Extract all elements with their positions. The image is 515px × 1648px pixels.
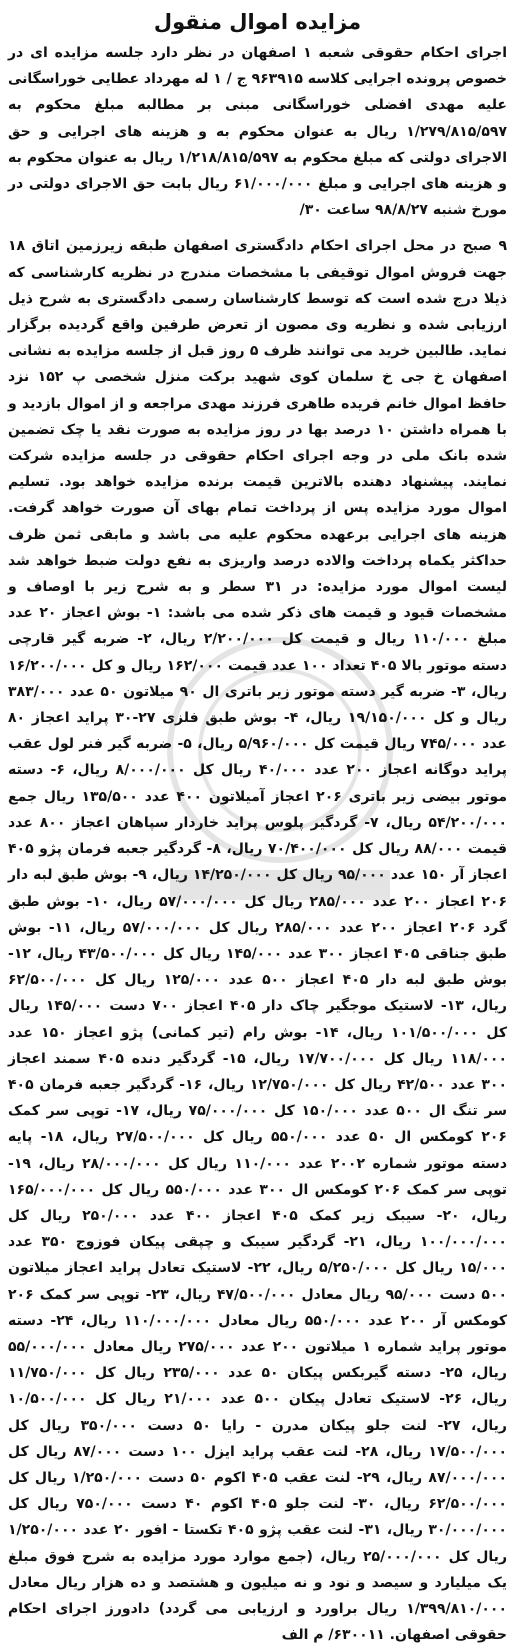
notice-paragraph-intro: اجرای احکام حقوقی شعبه ۱ اصفهان در نظر دارد جلسه مزایده ای در خصوص پرونده اجرایی کلاسه ۹۶۳۹۱۵ ج / ۱ له مهرداد عطایی خوراسگانی علیه مهدی افضلی خوراسگانی مبنی بر مطالبه مبلغ محکوم به ۱/۲۷۹/۸۱۵/۵۹۷ ریال به عنوان محکوم به و هزینه های اجرایی و حق الاجرای دولتی که مبلغ محکوم به ۱/۲۱۸/۸۱۵/۵۹۷ ریال به عنوان محکوم به و هزینه های اجرایی و مبلغ ۶۱/۰۰۰/۰۰۰ ریال بابت حق الاجرای دولتی در مورخ شنبه ۹۸/۸/۲۷ ساعت ۳۰/: [7, 45, 508, 219]
notice-paragraph-body: ۹ صبح در محل اجرای احکام دادگستری اصفهان طبقه زیرزمین اتاق ۱۸ جهت فروش اموال توقیفی با مشخصات مندرج در نظریه کارشناسی که ذیلا درج شده است که توسط کارشناسان رسمی دادگستری به شرح ذیل ارزیابی شده و نظریه وی مصون از تعرض طرفین واقع گردیده برگزار نماید. طالبین خرید می توانند ظرف ۵ روز قبل از جلسه مزایده به نشانی اصفهان خ جی خ سلمان کوی شهید برکت منزل شخصی پ ۱۵۲ نزد حافظ اموال خانم فریده طاهری فرزند مهدی مراجعه و از اموال بازدید و با همراه داشتن ۱۰ درصد بها در روز مزایده به صورت نقد یا چک تضمین شده بانک ملی در وجه اجرای احکام حقوقی در جلسه مزایده شرکت نمایند. پیشنهاد دهنده بالاترین قیمت برنده مزایده خواهد بود. تسلیم اموال مورد مزایده پس از پرداخت تمام بهای آن صورت خواهد گرفت. هزینه های اجرایی برعهده محکوم علیه می باشد و مابقی ثمن ظرف حداکثر یکماه پرداخت والاده درصد واریزی به نفع دولت ضبط خواهد شد لیست اموال مورد مزایده: در ۳۱ سطر و به شرح زیر با اوصاف و مشخصات قیود و قیمت های ذکر شده می باشد: ۱- بوش اعجاز ۲۰ عدد مبلغ ۱۱۰/۰۰۰ ریال و قیمت کل ۲/۲۰۰/۰۰۰ ریال، ۲- ضربه گیر قارچی دسته موتور بالا ۴۰۵ تعداد ۱۰۰ عدد قیمت ۱۶۲/۰۰۰ ریال و کل ۱۶/۲۰۰/۰۰۰ ریال، ۳- ضربه گیر دسته موتور زیر باتری ال ۹۰ میلاتون ۵۰ عدد ۳۸۳/۰۰۰ ریال و کل ۱۹/۱۵۰/۰۰۰ ریال، ۴- بوش طبق فلزی ۲۷-۳۰ پراید اعجاز ۸۰ عدد ۷۴۵/۰۰۰ ریال قیمت کل ۵/۹۶۰/۰۰۰ ریال، ۵- ضربه گیر فنر لول عقب پراید دوگانه اعجاز ۲۰۰ عدد ۴۰/۰۰۰ ریال کل ۸/۰۰۰/۰۰۰ ریال، ۶- دسته موتور بیضی زیر باتری ۲۰۶ اعجاز آمیلاتون ۴۰۰ عدد ۱۳۵/۵۰۰ ریال جمع ۵۴/۲۰۰/۰۰۰ ریال، ۷- گردگیر پلوس پراید خاردار سپاهان اعجاز ۸۰۰ عدد قیمت ۸۸/۰۰۰ ریال کل ۷۰/۴۰۰/۰۰۰ ریال، ۸- گردگیر جعبه فرمان پژو ۴۰۵ اعجاز آر ۱۵۰ عدد ۹۵/۰۰۰ ریال کل ۱۴/۲۵۰/۰۰۰ ریال، ۹- بوش طبق لبه دار ۲۰۶ اعجاز ۲۰۰ عدد ۲۸۵/۰۰۰ ریال کل ۵۷/۰۰۰/۰۰۰ ریال، ۱۰- بوش طبق گرد ۲۰۶ اعجاز ۲۰۰ عدد ۲۸۵/۰۰۰ ریال کل ۵۷/۰۰۰/۰۰۰ ریال، ۱۱- بوش طبق جناقی ۴۰۵ اعجاز ۳۰۰ عدد ۱۴۵/۰۰۰ ریال کل ۴۳/۵۰۰/۰۰۰ ریال، ۱۲- بوش طبق لبه دار ۴۰۵ اعجاز ۵۰۰ عدد ۱۲۵/۰۰۰ ریال کل ۶۲/۵۰۰/۰۰۰ ریال، ۱۳- لاستیک موجگیر چاک دار ۴۰۵ اعجاز ۷۰۰ دست ۱۴۵/۰۰۰ ریال کل ۱۰۱/۵۰۰/۰۰۰ ریال، ۱۴- بوش رام (تیر کمانی) پژو اعجاز ۱۵۰ عدد ۱۱۸/۰۰۰ ریال کل ۱۷/۷۰۰/۰۰۰ ریال، ۱۵- گردگیر دنده ۴۰۵ سمند اعجاز ۳۰۰ عدد ۴۲/۵۰۰ ریال کل ۱۲/۷۵۰/۰۰۰ ریال، ۱۶- گردگیر جعبه فرمان ۴۰۵ سر تنگ ال ۵۰۰ عدد ۱۵۰/۰۰۰ کل ۷۵/۰۰۰/۰۰۰ ریال، ۱۷- توپی سر کمک ۲۰۶ کومکس ال ۵۰ عدد ۵۵۰/۰۰۰ ریال کل ۲۷/۵۰۰/۰۰۰ ریال، ۱۸- پایه دسته موتور شماره ۲۰۰۲ عدد ۱۱۰/۰۰۰ ریال کل ۲۸/۰۰۰/۰۰۰ ریال، ۱۹- توپی سر کمک ۲۰۶ کومکس ال ۳۰۰ عدد ۵۵۰/۰۰۰ ریال کل ۱۶۵/۰۰۰/۰۰۰ ریال، ۲۰- سیبک زیر کمک ۴۰۵ اعجاز ۴۰۰ عدد ۲۵۰/۰۰۰ ریال کل ۱۰۰/۰۰۰/۰۰۰ ریال، ۲۱- گردگیر سیبک و چپقی پیکان فوزوج ۳۵۰ عدد ۱۵/۰۰۰ ریال کل ۵/۲۵۰/۰۰۰ ریال، ۲۲- لاستیک تعادل پراید اعجاز میلاتون ۵۰۰ دست ۹۵/۰۰۰ ریال معادل ۴۷/۵۰۰/۰۰۰ ریال، ۲۳- توپی سر کمک ۲۰۶ کومکس آر ۲۰۰ عدد ۵۵۰/۰۰۰ ریال معادل ۱۱۰/۰۰۰/۰۰۰ ریال، ۲۴- دسته موتور پراید شماره ۱ میلاتون ۲۰۰ عدد ۲۷۵/۰۰۰ ریال معادل ۵۵/۰۰۰/۰۰۰ ریال، ۲۵- دسته گیربکس پیکان ۵۰ عدد ۲۳۵/۰۰۰ ریال کل ۱۱/۷۵۰/۰۰۰ ریال، ۲۶- لاستیک تعادل پیکان ۵۰۰ عدد ۲۱/۰۰۰ ریال کل ۱۰/۵۰۰/۰۰۰ ریال، ۲۷- لنت جلو پیکان مدرن - رایا ۵۰ دست ۳۵۰/۰۰۰ ریال کل ۱۷/۵۰۰/۰۰۰ ریال، ۲۸- لنت عقب پراید ایزل ۱۰۰ دست ۸۷/۰۰۰ ریال کل ۸۷/۰۰۰/۰۰۰ ریال، ۲۹- لنت عقب ۴۰۵ اکوم ۵۰ دست ۱/۲۵۰/۰۰۰ ریال کل ۶۲/۵۰۰/۰۰۰ ریال، ۳۰- لنت جلو ۴۰۵ اکوم ۴۰ دست ۷۵۰/۰۰۰ ریال کل ۳۰/۰۰۰/۰۰۰ ریال، ۳۱- لنت عقب پژو ۴۰۵ تکستا - افور ۲۰ عدد ۱/۲۵۰/۰۰۰ ریال کل ۲۵/۰۰۰/۰۰۰ ریال، (جمع موارد مورد مزایده به شرح فوق مبلغ یک میلیارد و سیصد و نود و نه میلیون و هشتصد و ده هزار ریال معادل ۱/۳۹۹/۸۱۰/۰۰۰ ریال براورد و ارزیابی می گردد) دادورز اجرای احکام حقوقی اصفهان. ۶۳۰۰۱۱/ م الف: [8, 238, 508, 1644]
notice-title: مزایده اموال منقول: [153, 10, 362, 34]
